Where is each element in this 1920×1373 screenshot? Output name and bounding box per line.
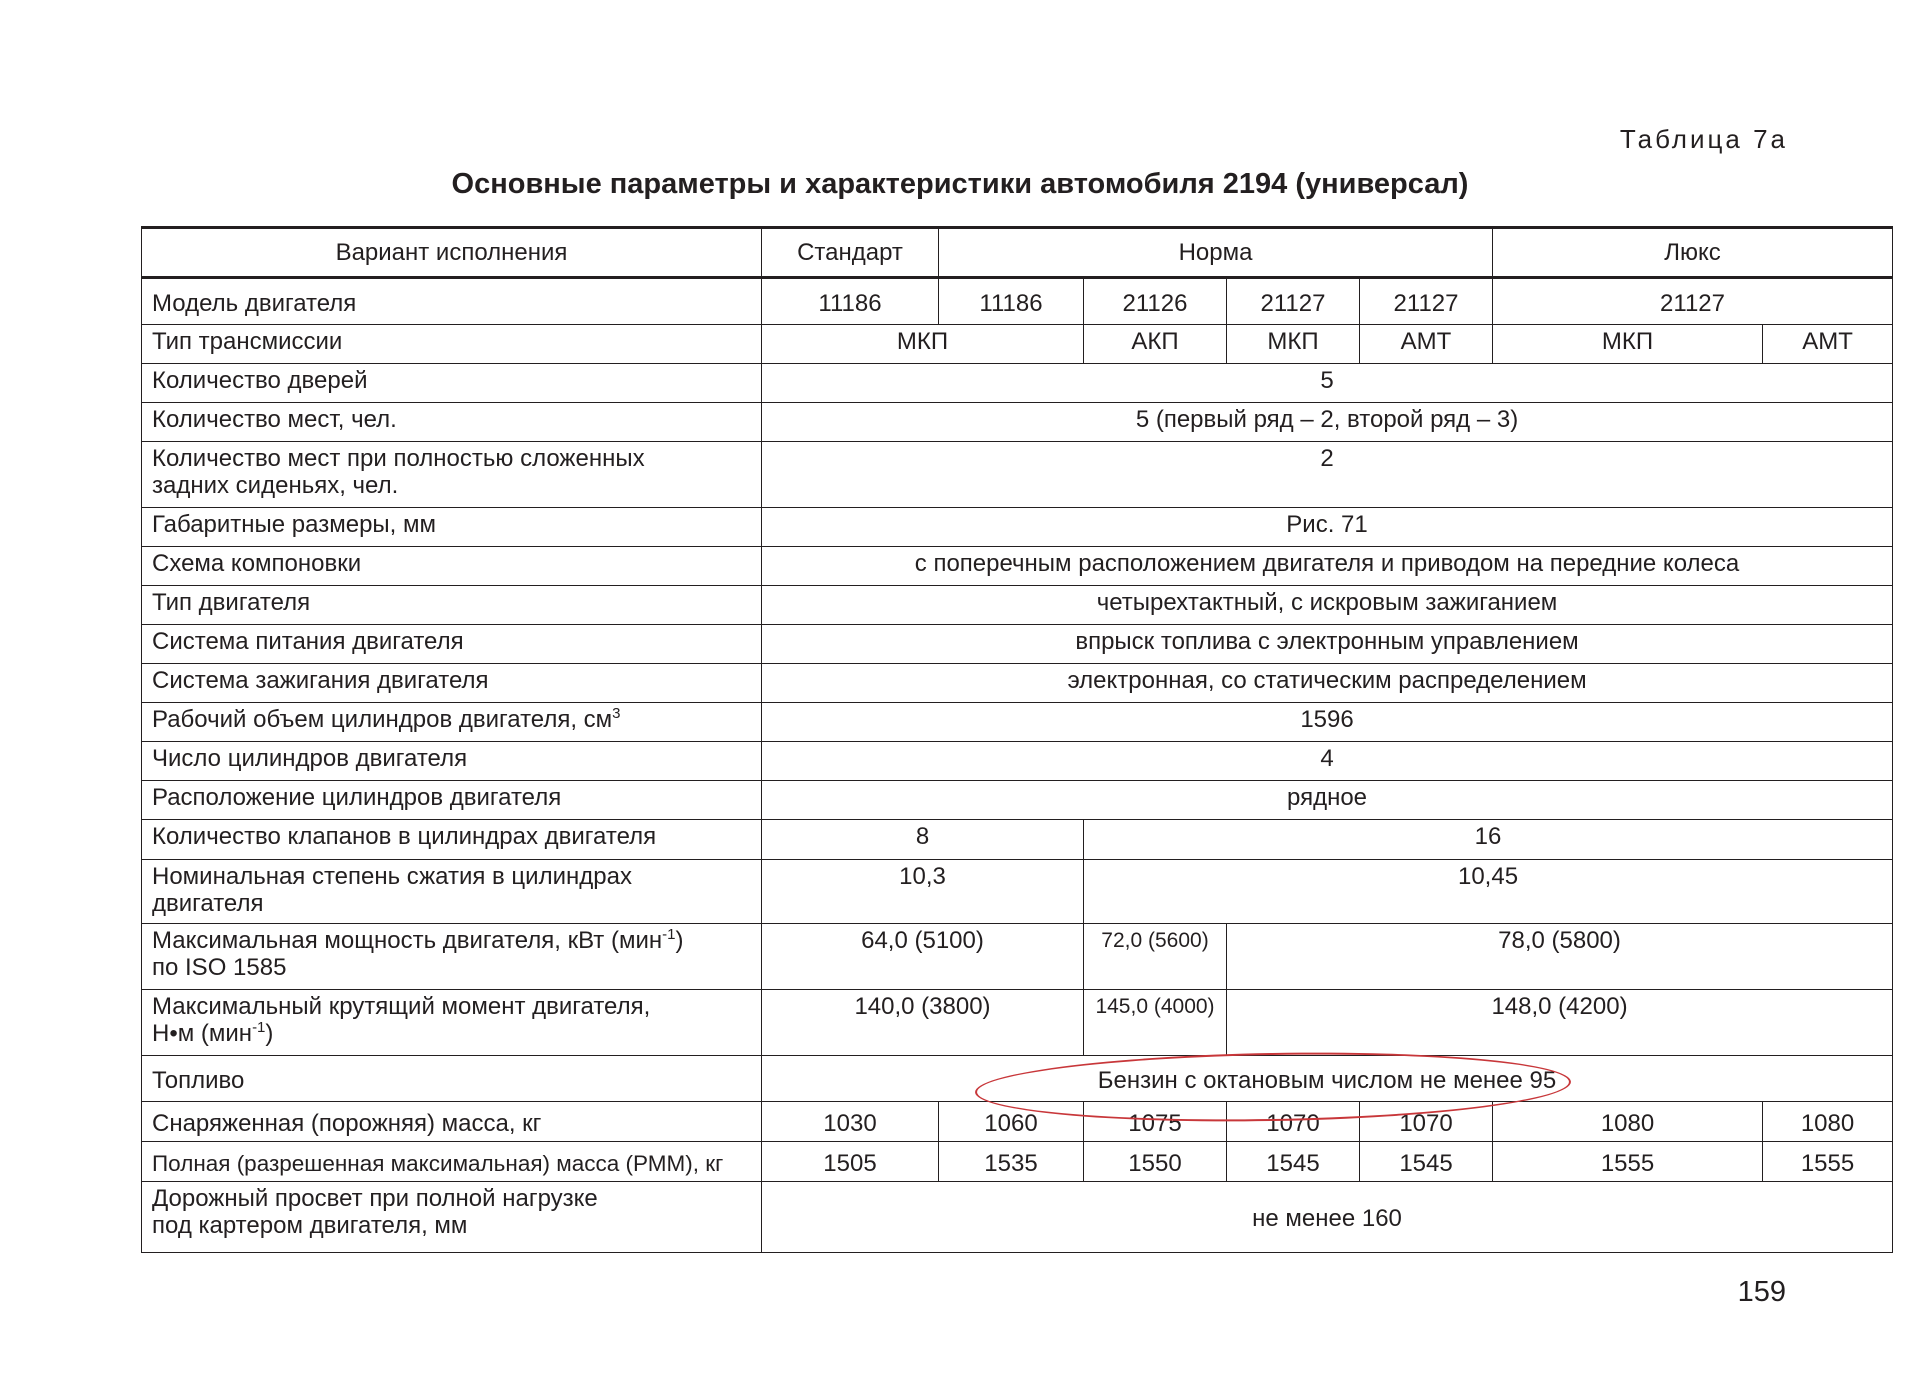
row-label: Модель двигателя [142,278,762,325]
header-norma: Норма [939,228,1493,278]
cell-value: 21126 [1084,278,1227,325]
row-label [142,703,762,742]
table-row [142,364,1893,403]
row-label: Количество дверей [142,364,762,403]
cell-value: 1060 [939,1102,1084,1142]
cell-value: 140,0 (3800) [762,990,1084,1056]
row-label-line: Дорожный просвет при полной нагрузке [152,1185,598,1212]
row-label [142,442,762,508]
cell-value: 1075 [1084,1102,1227,1142]
cell-value: 1545 [1227,1142,1360,1182]
row-label-line: под картером двигателя, мм [152,1212,468,1239]
cell-value: 1070 [1360,1102,1493,1142]
row-label-line: двигателя [152,890,264,917]
table-row [142,442,1893,508]
row-label: Габаритные размеры, мм [142,508,762,547]
cell-value: 11186 [762,278,939,325]
row-label [142,990,762,1056]
row-label [142,924,762,990]
row-label: Число цилиндров двигателя [142,742,762,781]
superscript: -1 [662,926,676,943]
row-label-text: ) [265,1020,274,1047]
cell-value: Бензин с октановым числом не менее 95 [762,1056,1893,1102]
row-label: Схема компоновки [142,547,762,586]
row-label-line: Номинальная степень сжатия в цилиндрах [152,863,632,890]
cell-value: 1545 [1360,1142,1493,1182]
cell-value: 2 [762,442,1893,508]
cell-value: Рис. 71 [762,508,1893,547]
cell-value: 1555 [1763,1142,1893,1182]
cell-value: 21127 [1493,278,1893,325]
spec-table [141,226,1893,1253]
cell-value: 5 [762,364,1893,403]
cell-value: с поперечным расположением двигателя и приводом на передние колеса [762,547,1893,586]
cell-value: четырехтактный, с искровым зажиганием [762,586,1893,625]
cell-value: МКП [1227,325,1360,364]
row-label-line: по ISO 1585 [152,954,287,981]
cell-value: 1030 [762,1102,939,1142]
table-row [142,742,1893,781]
table-header-row [142,228,1893,278]
cell-value: 1550 [1084,1142,1227,1182]
row-label-line: задних сиденьях, чел. [152,472,399,499]
cell-value: не менее 160 [762,1182,1893,1253]
cell-value: 78,0 (5800) [1227,924,1893,990]
table-row [142,664,1893,703]
cell-value: МКП [762,325,1084,364]
cell-value: АМТ [1360,325,1493,364]
table-row [142,547,1893,586]
table-row [142,924,1893,990]
table-row [142,860,1893,924]
row-label: Расположение цилиндров двигателя [142,781,762,820]
cell-value: 1535 [939,1142,1084,1182]
header-standard: Стандарт [762,228,939,278]
cell-value: 1555 [1493,1142,1763,1182]
row-label: Количество клапанов в цилиндрах двигателя [142,820,762,860]
superscript: -1 [252,1019,266,1036]
row-label-line: Максимальная мощность двигателя, кВт (мин [152,927,663,954]
row-label: Снаряженная (порожняя) масса, кг [142,1102,762,1142]
cell-value: 8 [762,820,1084,860]
row-label [142,1182,762,1253]
row-label-line: Н•м (мин [152,1020,253,1047]
cell-value: 10,45 [1084,860,1893,924]
header-variant: Вариант исполнения [142,228,762,278]
table-row [142,403,1893,442]
cell-value: 11186 [939,278,1084,325]
cell-value: рядное [762,781,1893,820]
cell-value: 16 [1084,820,1893,860]
table-row [142,1182,1893,1253]
cell-value: 1505 [762,1142,939,1182]
row-label-text: ) [675,927,684,954]
cell-value: 64,0 (5100) [762,924,1084,990]
row-label [142,860,762,924]
page-title: Основные параметры и характеристики автомобиля 2194 (универсал) [451,168,1469,200]
cell-value: 145,0 (4000) [1084,990,1227,1056]
cell-value: 1080 [1493,1102,1763,1142]
row-label: Система зажигания двигателя [142,664,762,703]
table-row [142,1142,1893,1182]
superscript: 3 [612,705,621,722]
table-row [142,278,1893,325]
cell-value: впрыск топлива с электронным управлением [762,625,1893,664]
table-row [142,325,1893,364]
header-lux: Люкс [1493,228,1893,278]
cell-value: МКП [1493,325,1763,364]
row-label-line: Максимальный крутящий момент двигателя, [152,993,651,1020]
table-label: Таблица 7а [1619,124,1788,154]
table-row [142,703,1893,742]
cell-value: 10,3 [762,860,1084,924]
row-label: Тип двигателя [142,586,762,625]
row-label: Количество мест, чел. [142,403,762,442]
cell-value: 21127 [1227,278,1360,325]
cell-value: электронная, со статическим распределением [762,664,1893,703]
table-row [142,508,1893,547]
table-row [142,1056,1893,1102]
row-label: Тип трансмиссии [142,325,762,364]
row-label: Топливо [142,1056,762,1102]
row-label: Полная (разрешенная максимальная) масса (РММ), кг [142,1142,762,1182]
cell-value: 72,0 (5600) [1084,924,1227,990]
cell-value: АКП [1084,325,1227,364]
page-number: 159 [1737,1276,1786,1308]
table-row [142,586,1893,625]
table-row [142,1102,1893,1142]
row-label-text: Рабочий объем цилиндров двигателя, см [152,706,613,733]
cell-value: 4 [762,742,1893,781]
row-label: Система питания двигателя [142,625,762,664]
cell-value: 1070 [1227,1102,1360,1142]
table-row [142,820,1893,860]
cell-value: 1596 [762,703,1893,742]
cell-value: 5 (первый ряд – 2, второй ряд – 3) [762,403,1893,442]
cell-value: 1080 [1763,1102,1893,1142]
row-label-line: Количество мест при полностью сложенных [152,445,645,472]
table-row [142,990,1893,1056]
cell-value: 148,0 (4200) [1227,990,1893,1056]
cell-value: АМТ [1763,325,1893,364]
table-row [142,625,1893,664]
table-row [142,781,1893,820]
cell-value: 21127 [1360,278,1493,325]
